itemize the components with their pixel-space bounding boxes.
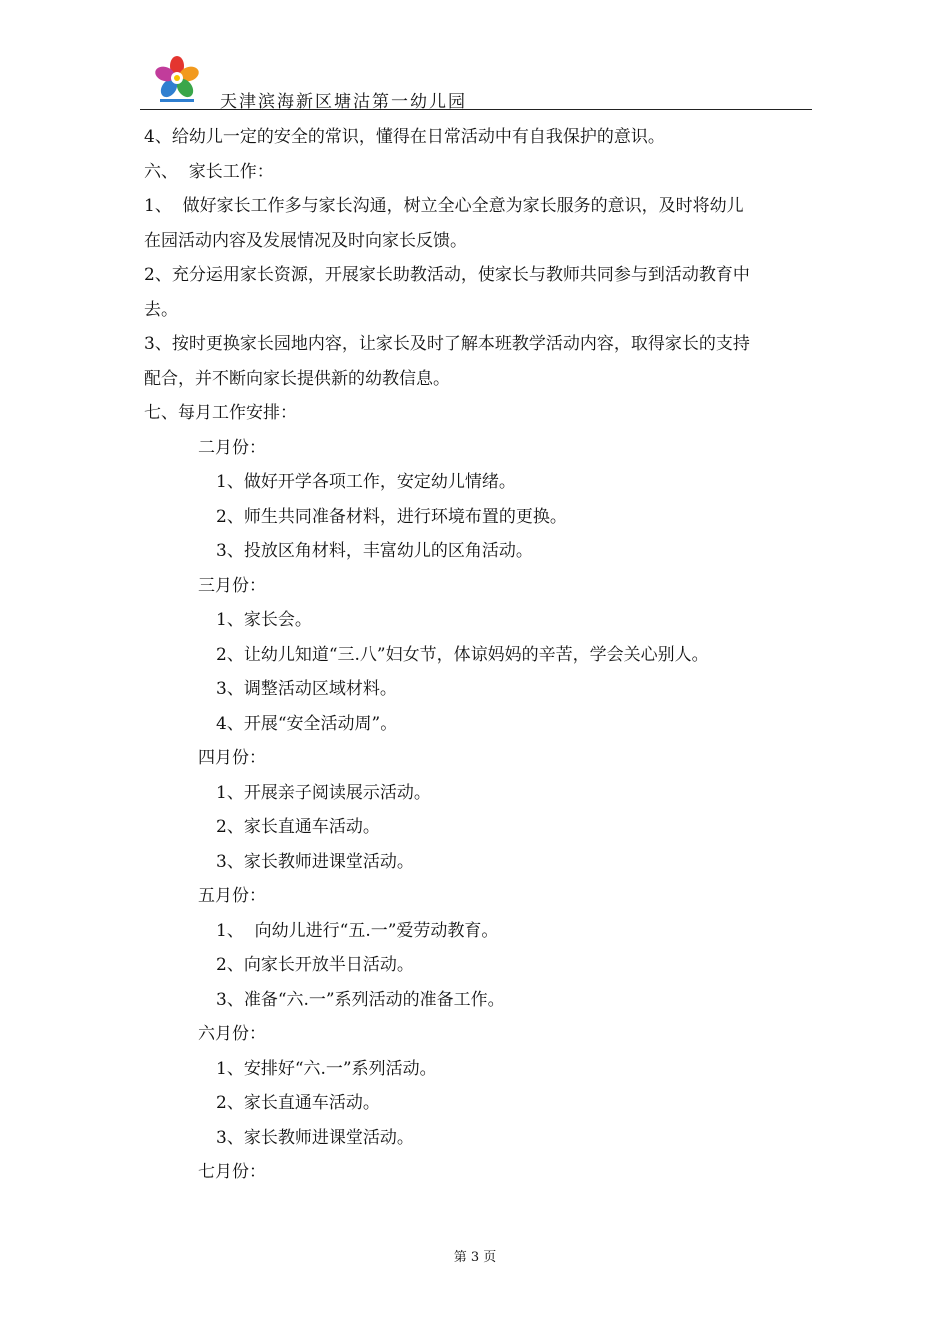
list-item: 1、家长会。 bbox=[216, 610, 312, 630]
list-item: 2、师生共同准备材料，进行环境布置的更换。 bbox=[216, 506, 567, 527]
paragraph-line: 七、每月工作安排： bbox=[144, 403, 297, 423]
month-heading: 七月份： bbox=[198, 1162, 266, 1182]
kindergarten-logo-icon bbox=[146, 54, 208, 106]
paragraph-line: 在园活动内容及发展情况及时向家长反馈。 bbox=[144, 230, 467, 251]
page-number: 第 3 页 bbox=[453, 1250, 497, 1265]
list-item: 1、开展亲子阅读展示活动。 bbox=[216, 782, 431, 803]
list-item: 2、家长直通车活动。 bbox=[216, 817, 380, 837]
paragraph-line: 3、按时更换家长园地内容，让家长及时了解本班教学活动内容，取得家长的支持 bbox=[144, 334, 750, 354]
list-item: 3、家长教师进课堂活动。 bbox=[216, 851, 414, 872]
paragraph-line: 4、给幼儿一定的安全的常识，懂得在日常活动中有自我保护的意识。 bbox=[144, 127, 665, 147]
paragraph-line: 2、充分运用家长资源，开展家长助教活动，使家长与教师共同参与到活动教育中 bbox=[144, 265, 750, 285]
list-item: 3、家长教师进课堂活动。 bbox=[216, 1127, 414, 1148]
list-item: 2、家长直通车活动。 bbox=[216, 1093, 380, 1113]
list-item: 1、安排好“六.一”系列活动。 bbox=[216, 1058, 437, 1079]
list-item: 2、向家长开放半日活动。 bbox=[216, 955, 414, 975]
month-heading: 三月份： bbox=[198, 575, 266, 596]
paragraph-line: 去。 bbox=[144, 299, 178, 320]
header-divider bbox=[140, 109, 812, 110]
list-item: 1、 向幼儿进行“五.一”爱劳动教育。 bbox=[216, 920, 499, 941]
list-item: 3、准备“六.一”系列活动的准备工作。 bbox=[216, 989, 505, 1010]
month-heading: 五月份： bbox=[198, 886, 266, 906]
paragraph-line: 1、 做好家长工作多与家长沟通，树立全心全意为家长服务的意识，及时将幼儿 bbox=[144, 196, 744, 216]
list-item: 3、投放区角材料，丰富幼儿的区角活动。 bbox=[216, 541, 533, 561]
page-header bbox=[140, 52, 812, 110]
document-body bbox=[144, 120, 816, 1190]
list-item: 2、让幼儿知道“三.八”妇女节，体谅妈妈的辛苦，学会关心别人。 bbox=[216, 644, 709, 665]
list-item: 4、开展“安全活动周”。 bbox=[216, 713, 398, 734]
month-heading: 二月份： bbox=[198, 437, 266, 458]
paragraph-line: 配合，并不断向家长提供新的幼教信息。 bbox=[144, 368, 450, 389]
month-heading: 六月份： bbox=[198, 1024, 266, 1044]
list-item: 3、调整活动区域材料。 bbox=[216, 679, 397, 699]
list-item: 1、做好开学各项工作，安定幼儿情绪。 bbox=[216, 472, 516, 492]
school-name: 天津滨海新区塘沽第一幼儿园 bbox=[220, 92, 467, 112]
paragraph-line: 六、 家长工作： bbox=[144, 161, 274, 182]
month-heading: 四月份： bbox=[198, 748, 266, 768]
